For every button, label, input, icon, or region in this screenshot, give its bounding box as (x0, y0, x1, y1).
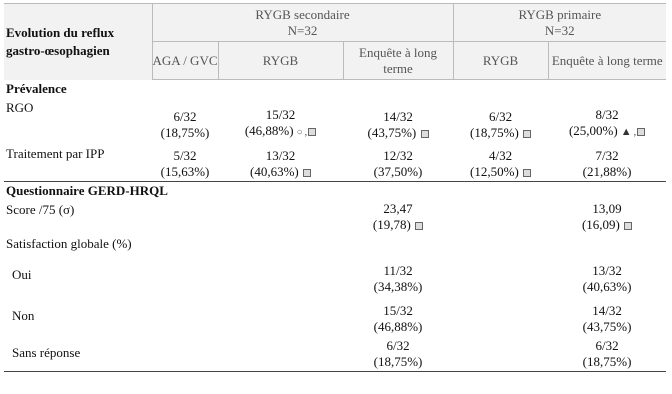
cell-rgo-rygb-sec: 15/32 (46,88%) ○ , (218, 98, 343, 142)
cell-rgo-aga: 6/32 (18,75%) (160, 108, 210, 140)
square-symbol (421, 130, 429, 138)
table-row (4, 98, 666, 142)
cell-ipp-rygb-pri: 4/32 (12,50%) (453, 142, 548, 182)
table-row (4, 336, 666, 372)
table-row (4, 234, 666, 254)
col-header-survey-primary: Enquête à long terme (548, 42, 666, 80)
cell-ipp-survey-pri: 7/32 (21,88%) (582, 148, 632, 179)
square-symbol (415, 222, 423, 230)
group-primary-n: N=32 (544, 22, 575, 38)
gerd-results-table (4, 3, 666, 372)
row-label-header: Evolution du reflux gastro-œsophagien (4, 4, 152, 80)
col-header-rygb-secondary: RYGB (218, 42, 343, 80)
table-row (4, 296, 666, 336)
square-symbol (308, 128, 316, 136)
table-row (4, 142, 666, 182)
square-symbol (523, 130, 531, 138)
square-symbol (637, 128, 645, 136)
circle-symbol: ○ (296, 126, 303, 138)
col-header-survey-secondary: Enquête à long terme (343, 42, 453, 80)
square-symbol (523, 169, 531, 177)
square-symbol (624, 222, 632, 230)
cell-ipp-aga: 5/32 (15,63%) (160, 148, 210, 179)
table-row (4, 254, 666, 296)
section-prevalence: Prévalence (6, 80, 67, 96)
cell-rgo-rygb-pri: 6/32 (18,75%) (453, 98, 548, 142)
cell-sr-survey-sec: 6/32 (18,75%) (373, 338, 423, 369)
group-secondary-title: RYGB secondaire (255, 6, 350, 22)
row-label-oui: Oui (12, 266, 32, 282)
cell-oui-survey-pri: 13/32 (40,63%) (582, 262, 632, 294)
group-primary-title: RYGB primaire (518, 6, 602, 22)
cell-non-survey-pri: 14/32 (43,75%) (582, 302, 632, 334)
section-questionnaire: Questionnaire GERD-HRQL (6, 182, 168, 198)
row-label-sans-reponse: Sans réponse (12, 345, 81, 361)
results-table-page (0, 3, 672, 394)
table-row (4, 200, 666, 234)
row-label-score: Score /75 (σ) (6, 201, 75, 217)
group-secondary-header (152, 4, 453, 42)
cell-ipp-rygb-sec: 13/32 (40,63%) (218, 142, 343, 182)
cell-rgo-survey-sec: 14/32 (43,75%) (343, 98, 453, 142)
col-header-rygb-primary: RYGB (453, 42, 548, 80)
cell-ipp-survey-sec: 12/32 (37,50%) (373, 148, 423, 179)
row-label-satisfaction: Satisfaction globale (%) (6, 235, 132, 251)
cell-rgo-survey-pri: 8/32 (25,00%) ▲ , (548, 98, 666, 142)
group-secondary-n: N=32 (287, 22, 318, 38)
row-label-rgo: RGO (6, 99, 34, 115)
cell-score-survey-sec: 23,47 (19,78) (343, 200, 453, 234)
cell-score-survey-pri: 13,09 (16,09) (548, 200, 666, 234)
cell-non-survey-sec: 15/32 (46,88%) (373, 302, 423, 334)
cell-oui-survey-sec: 11/32 (34,38%) (373, 262, 423, 294)
row-label-non: Non (12, 307, 35, 323)
cell-sr-survey-pri: 6/32 (18,75%) (582, 338, 632, 369)
col-header-aga: AGA / GVC (152, 42, 218, 80)
group-primary-header (453, 4, 666, 42)
triangle-symbol: ▲ (620, 125, 632, 138)
row-label-ipp: Traitement par IPP (6, 145, 105, 161)
square-symbol (303, 169, 311, 177)
